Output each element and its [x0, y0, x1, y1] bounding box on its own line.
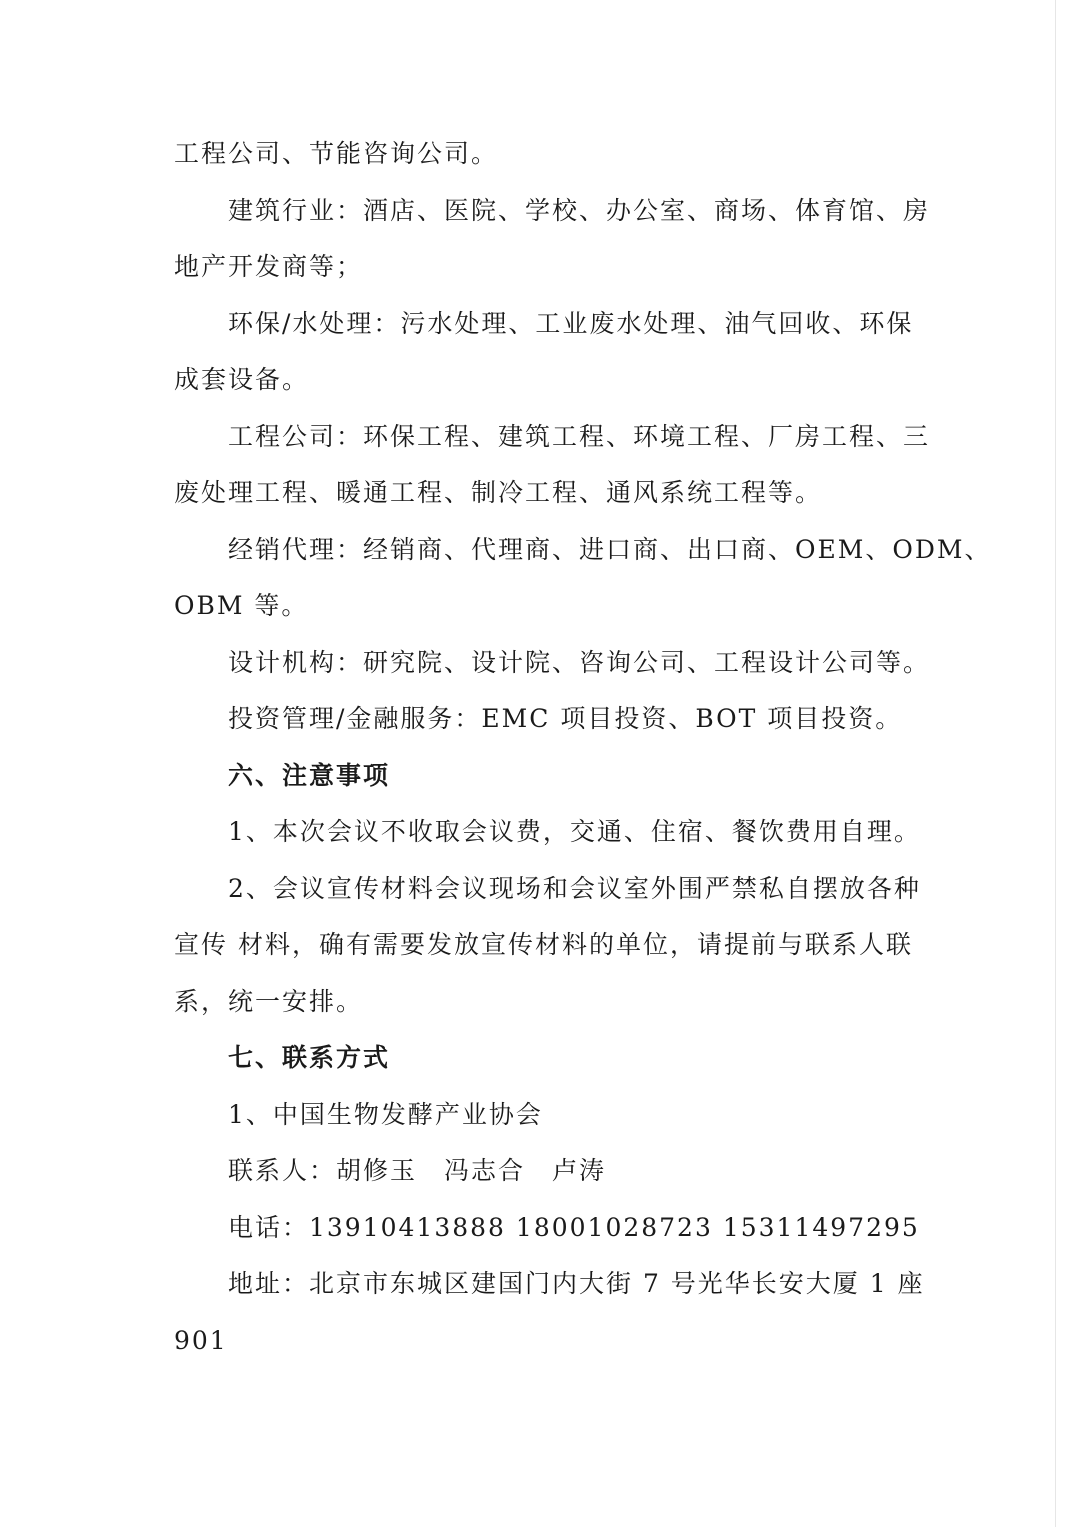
- text-line: 1、中国生物发酵产业协会: [228, 1100, 543, 1129]
- text-line: 工程公司：环保工程、建筑工程、环境工程、厂房工程、三: [228, 422, 931, 451]
- section-heading: 六、注意事项: [228, 761, 391, 790]
- text-line: 投资管理/金融服务：EMC 项目投资、BOT 项目投资。: [228, 704, 903, 733]
- text-line: 地产开发商等；: [174, 252, 364, 281]
- text-line: 电话：13910413888 18001028723 15311497295: [228, 1213, 920, 1242]
- text-line: 1、本次会议不收取会议费，交通、住宿、餐饮费用自理。: [228, 817, 921, 846]
- text-line: 成套设备。: [174, 365, 310, 394]
- text-line: 宣传 材料，确有需要发放宣传材料的单位，请提前与联系人联: [174, 930, 913, 959]
- text-line: OBM 等。: [174, 591, 309, 620]
- section-heading: 七、联系方式: [228, 1043, 391, 1072]
- text-line: 环保/水处理：污水处理、工业废水处理、油气回收、环保: [228, 309, 914, 338]
- text-line: 工程公司、节能咨询公司。: [174, 139, 499, 168]
- text-line: 废处理工程、暖通工程、制冷工程、通风系统工程等。: [174, 478, 823, 507]
- text-line: 系，统一安排。: [174, 987, 364, 1016]
- text-line: 901: [174, 1326, 228, 1355]
- text-line: 2、会议宣传材料会议现场和会议室外围严禁私自摆放各种: [228, 874, 921, 903]
- text-line: 建筑行业：酒店、医院、学校、办公室、商场、体育馆、房: [228, 196, 931, 225]
- text-line: 地址：北京市东城区建国门内大街 7 号光华长安大厦 1 座: [228, 1269, 925, 1298]
- text-line: 经销代理：经销商、代理商、进口商、出口商、OEM、ODM、: [228, 535, 992, 564]
- page-edge: [1055, 0, 1056, 1527]
- text-line: 设计机构：研究院、设计院、咨询公司、工程设计公司等。: [228, 648, 931, 677]
- text-line: 联系人：胡修玉 冯志合 卢涛: [228, 1156, 607, 1185]
